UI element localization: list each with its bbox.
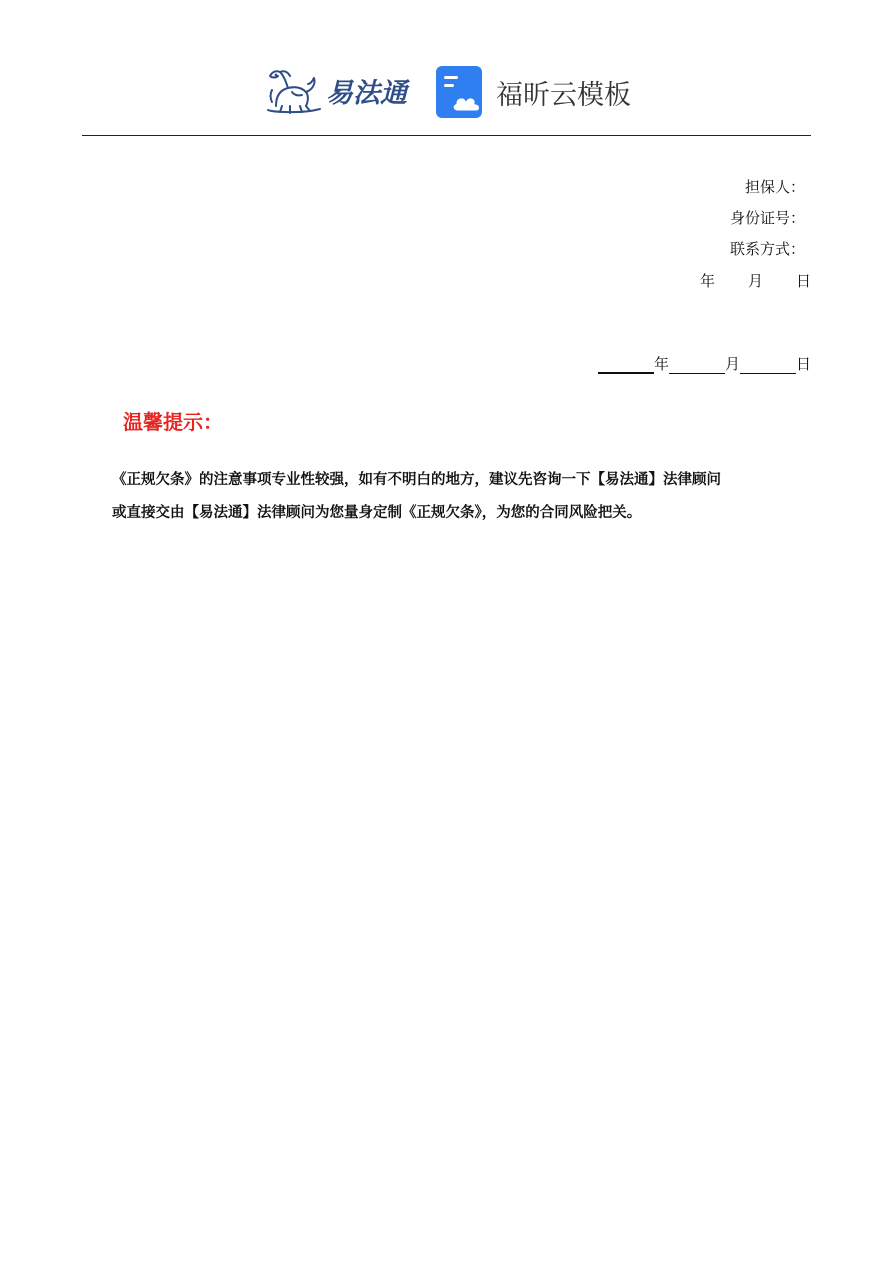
year-blank <box>598 356 654 374</box>
foxit-cloud-logo-text: 福昕云模板 <box>496 79 631 111</box>
signature-date <box>700 270 811 291</box>
signature-date-month: 月 <box>747 272 763 290</box>
date-line-year: 年 <box>653 355 669 373</box>
date-line-month: 月 <box>724 355 740 373</box>
signature-date-year: 年 <box>699 272 715 290</box>
fill-in-date-line <box>598 353 811 374</box>
month-blank <box>669 357 725 374</box>
yifatong-logo <box>262 62 412 118</box>
tip-title: 温馨提示： <box>123 410 223 434</box>
tip-body <box>112 463 792 529</box>
foxit-cloud-logo <box>436 66 631 118</box>
page-header <box>0 0 893 136</box>
yifatong-logo-text: 易法通 <box>326 77 407 109</box>
contact-label: 联系方式： <box>729 240 805 258</box>
guarantor-label: 担保人： <box>744 178 805 196</box>
date-line-day: 日 <box>795 355 811 373</box>
signature-date-day: 日 <box>795 272 811 290</box>
id-number-label: 身份证号： <box>729 209 805 227</box>
header-divider <box>82 135 811 136</box>
day-blank <box>740 357 796 374</box>
foxit-cloud-icon <box>436 66 488 118</box>
tip-line: 或直接交由【易法通】法律顾问为您量身定制《正规欠条》，为您的合同风险把关。 <box>112 504 642 521</box>
qilin-icon <box>262 62 324 118</box>
tip-line: 《正规欠条》的注意事项专业性较强，如有不明白的地方，建议先咨询一下【易法通】法律顾问 <box>112 471 721 488</box>
